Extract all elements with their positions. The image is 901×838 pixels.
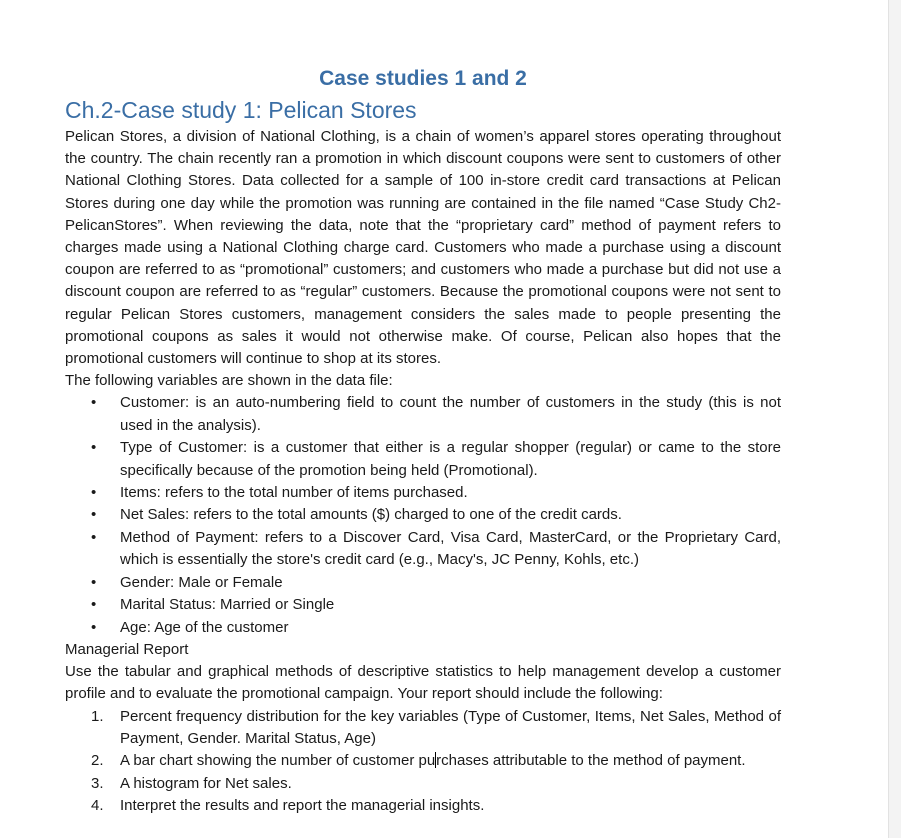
list-item <box>65 617 781 639</box>
bullet-icon: • <box>91 618 97 636</box>
list-item <box>65 392 781 437</box>
list-item <box>65 750 781 772</box>
vertical-scrollbar[interactable] <box>888 0 901 838</box>
bullet-icon: • <box>91 596 97 614</box>
report-item-text: A histogram for Net sales. <box>120 774 292 792</box>
list-item <box>65 795 781 817</box>
report-intro: Use the tabular and graphical methods of descriptive statistics to help management develop a customer profile and to evaluate the promotional campaign. Your report should include the following: <box>65 663 781 703</box>
list-item <box>65 504 781 526</box>
list-item <box>65 773 781 795</box>
variable-type-of-customer: Type of Customer: is a customer that either is a regular shopper (regular) or came to the store specifically because of the promotion being held (Promotional). <box>120 439 781 479</box>
list-item <box>65 482 781 504</box>
list-number: 2. <box>91 752 104 770</box>
intro-paragraph: Pelican Stores, a division of National Clothing, is a chain of women’s apparel stores operating throughout the country. The chain recently ran a promotion in which discount coupons were sent to customers of other National Clothing Stores. Data collected for a sample of 100 in-store credit card transactions at Pelican Stores during one day while the promotion was running are contained in the file named “Case Study Ch2-PelicanStores”. When reviewing the data, note that the “proprietary card” method of payment refers to charges made using a National Clothing charge card. Customers who made a purchase using a discount coupon are referred to as “promotional” customers; and customers who made a purchase but did not use a discount coupon are referred to as “regular” customers. Because the promotional coupons were not sent to regular Pelican Stores customers, management considers the sales made to people presenting the promotional coupons as sales it would not otherwise make. Of course, Pelican also hopes that the promotional customers will continue to shop at its stores. <box>65 128 781 368</box>
variable-age: Age: Age of the customer <box>120 618 289 636</box>
list-number: 1. <box>91 707 104 725</box>
bullet-icon: • <box>91 439 97 457</box>
section-heading: Ch.2-Case study 1: Pelican Stores <box>65 97 417 123</box>
list-item <box>65 527 781 572</box>
document-title: Case studies 1 and 2 <box>319 67 527 90</box>
document-content[interactable] <box>65 64 781 818</box>
variable-marital-status: Marital Status: Married or Single <box>120 596 335 614</box>
variable-method-of-payment: Method of Payment: refers to a Discover Card, Visa Card, MasterCard, or the Proprietary Card, which is essentially the store's credit card (e.g., Macy's, JC Penny, Kohls, etc.) <box>120 528 781 569</box>
list-number: 4. <box>91 797 104 815</box>
list-number: 3. <box>91 774 104 792</box>
list-item <box>65 706 781 751</box>
variable-items: Items: refers to the total number of items purchased. <box>120 484 468 502</box>
variable-gender: Gender: Male or Female <box>120 573 283 591</box>
bullet-icon: • <box>91 506 97 524</box>
variable-net-sales: Net Sales: refers to the total amounts ($) charged to one of the credit cards. <box>120 506 622 524</box>
report-item-text-before-cursor: A bar chart showing the number of customer pu <box>120 752 436 770</box>
variables-intro: The following variables are shown in the data file: <box>65 372 393 390</box>
report-item-text: Interpret the results and report the managerial insights. <box>120 797 485 815</box>
list-item <box>65 572 781 594</box>
report-item-text: Percent frequency distribution for the key variables (Type of Customer, Items, Net Sales, Method of Payment, Gender. Marital Status, Age) <box>120 707 781 747</box>
bullet-icon: • <box>91 573 97 591</box>
list-item <box>65 594 781 616</box>
report-items-list <box>65 706 781 818</box>
variables-list <box>65 392 781 638</box>
variable-customer: Customer: is an auto-numbering field to count the number of customers in the study (this is not used in the analysis). <box>120 394 781 434</box>
bullet-icon: • <box>91 484 97 502</box>
report-heading: Managerial Report <box>65 640 189 658</box>
bullet-icon: • <box>91 528 97 546</box>
list-item <box>65 437 781 482</box>
report-item-text-after-cursor: rchases attributable to the method of payment. <box>436 752 746 770</box>
bullet-icon: • <box>91 394 97 412</box>
